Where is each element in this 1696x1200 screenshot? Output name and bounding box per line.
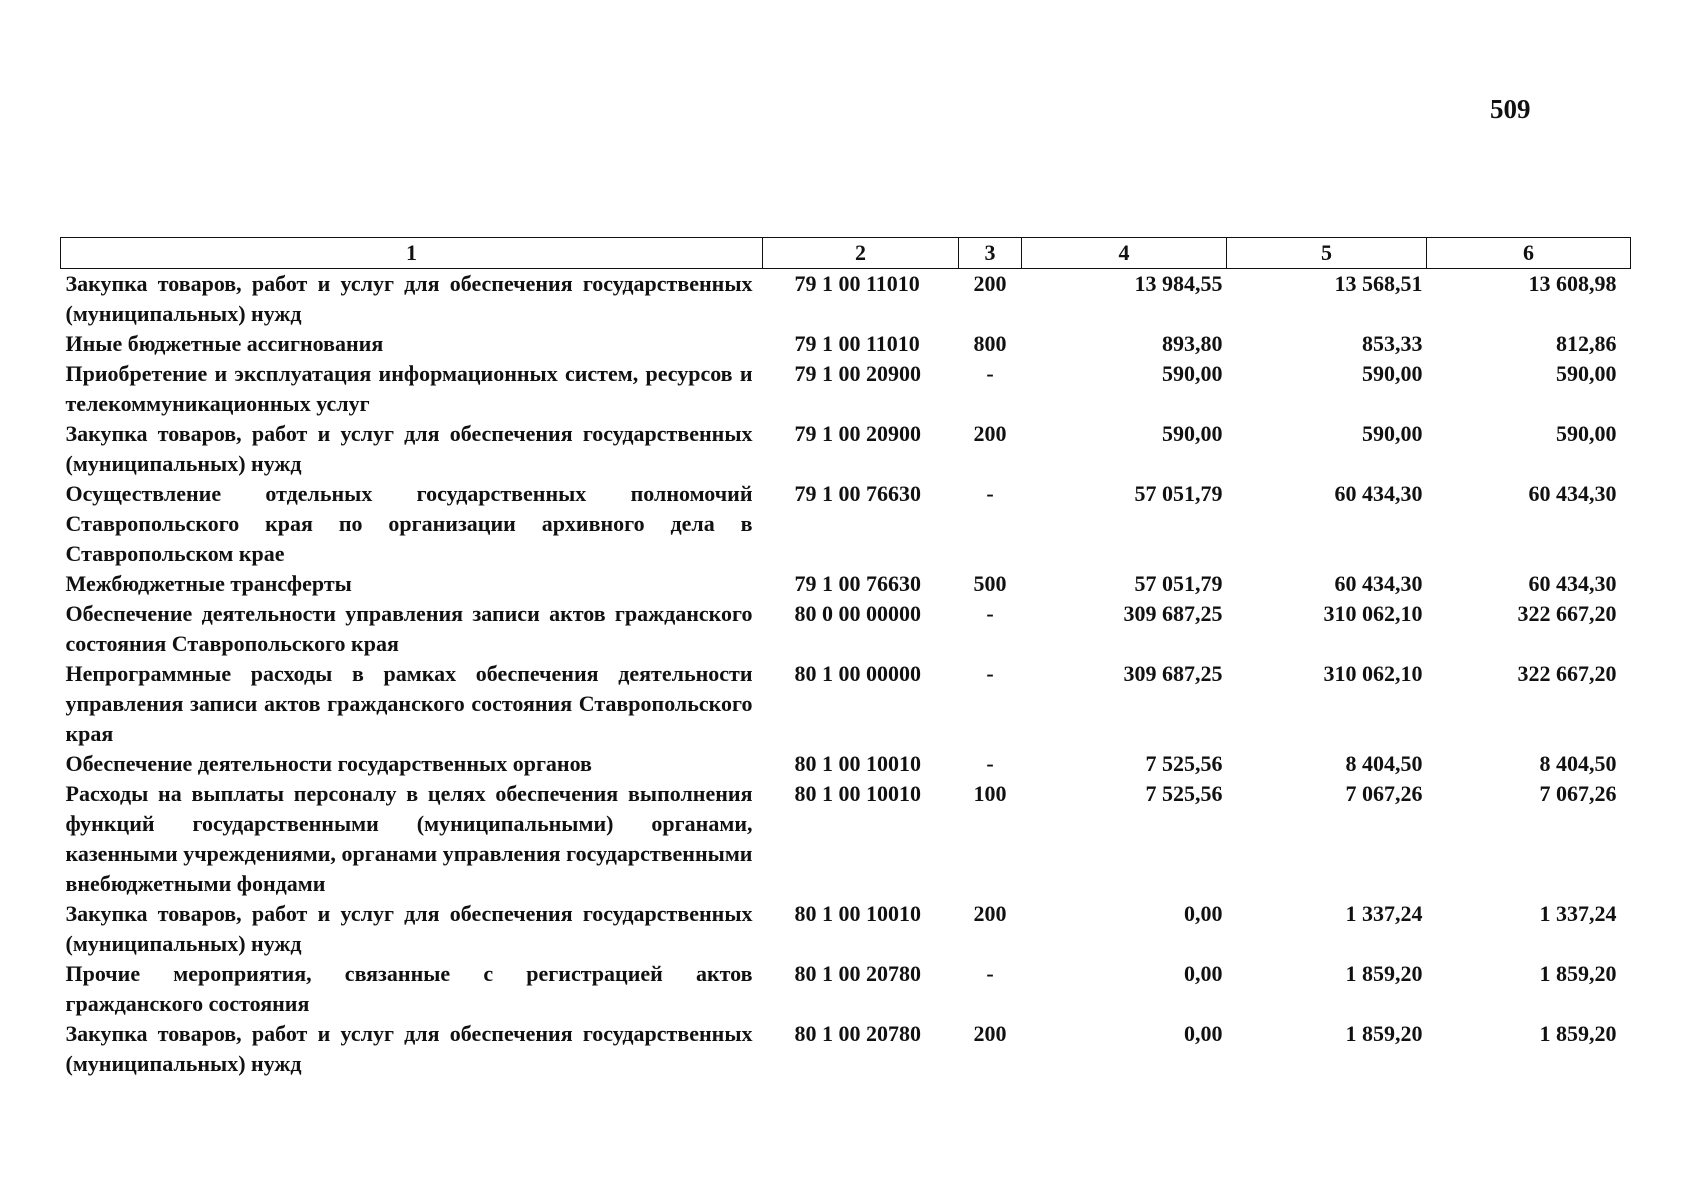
row-name: Иные бюджетные ассигнования <box>65 331 384 356</box>
row-name: Обеспечение деятельности управления записи актов гражданского состояния Ставропольского края <box>65 601 753 656</box>
row-value-col6: 322 667,20 <box>1517 601 1617 626</box>
row-expense-type: 200 <box>973 271 1007 296</box>
row-value-col4: 0,00 <box>1184 901 1223 926</box>
row-value-col4: 893,80 <box>1162 331 1223 356</box>
table-row <box>61 659 1631 749</box>
row-code: 79 1 00 20900 <box>794 421 921 446</box>
table-row <box>61 419 1631 479</box>
row-value-col6: 8 404,50 <box>1539 751 1617 776</box>
row-expense-type: 500 <box>973 571 1007 596</box>
row-value-col6: 7 067,26 <box>1539 781 1617 806</box>
row-code: 79 1 00 76630 <box>794 481 921 506</box>
row-name: Осуществление отдельных государственных полномочий Ставропольского края по организации архивного дела в Ставропольском крае <box>65 481 753 566</box>
row-expense-type: 200 <box>973 901 1007 926</box>
row-value-col4: 7 525,56 <box>1145 751 1223 776</box>
row-name: Расходы на выплаты персоналу в целях обеспечения выполнения функций государственными (муниципальными) органами, казенными учреждениями, органами управления государственными внебюджетными фондами <box>65 781 753 896</box>
row-value-col6: 13 608,98 <box>1528 271 1617 296</box>
row-name: Закупка товаров, работ и услуг для обеспечения государственных (муниципальных) нужд <box>65 421 753 476</box>
row-value-col5: 590,00 <box>1362 361 1423 386</box>
row-name: Закупка товаров, работ и услуг для обеспечения государственных (муниципальных) нужд <box>65 271 753 326</box>
row-value-col5: 590,00 <box>1362 421 1423 446</box>
table-row <box>61 779 1631 899</box>
row-value-col6: 60 434,30 <box>1528 481 1617 506</box>
row-value-col6: 590,00 <box>1556 361 1617 386</box>
row-code: 80 1 00 10010 <box>794 751 921 776</box>
row-value-col5: 13 568,51 <box>1334 271 1423 296</box>
row-value-col4: 309 687,25 <box>1123 661 1223 686</box>
row-name: Непрограммные расходы в рамках обеспечения деятельности управления записи актов гражданского состояния Ставропольского края <box>65 661 753 746</box>
row-value-col4: 590,00 <box>1162 361 1223 386</box>
column-header-5: 5 <box>1227 238 1427 269</box>
row-name: Приобретение и эксплуатация информационных систем, ресурсов и телекоммуникационных услуг <box>65 361 753 416</box>
row-name: Закупка товаров, работ и услуг для обеспечения государственных (муниципальных) нужд <box>65 901 753 956</box>
table-row <box>61 569 1631 599</box>
row-value-col4: 0,00 <box>1184 1021 1223 1046</box>
row-value-col5: 7 067,26 <box>1345 781 1423 806</box>
column-header-2: 2 <box>763 238 959 269</box>
row-code: 80 1 00 20780 <box>794 961 921 986</box>
row-value-col6: 1 859,20 <box>1539 1021 1617 1046</box>
table-row <box>61 359 1631 419</box>
table-row <box>61 329 1631 359</box>
row-expense-type: - <box>986 361 994 386</box>
row-expense-type: 100 <box>973 781 1007 806</box>
row-code: 80 1 00 00000 <box>794 661 921 686</box>
table-row <box>61 899 1631 959</box>
table-row <box>61 479 1631 569</box>
row-expense-type: - <box>986 751 994 776</box>
row-expense-type: - <box>986 961 994 986</box>
row-code: 80 0 00 00000 <box>794 601 921 626</box>
row-value-col6: 322 667,20 <box>1517 661 1617 686</box>
column-header-6: 6 <box>1427 238 1631 269</box>
header-row <box>61 238 1631 269</box>
budget-table <box>60 237 1631 1079</box>
row-value-col6: 60 434,30 <box>1528 571 1617 596</box>
table-body <box>61 269 1631 1080</box>
row-expense-type: - <box>986 601 994 626</box>
table-header <box>61 238 1631 269</box>
row-name: Обеспечение деятельности государственных органов <box>65 751 592 776</box>
row-code: 80 1 00 10010 <box>794 781 921 806</box>
table-row <box>61 599 1631 659</box>
row-code: 80 1 00 20780 <box>794 1021 921 1046</box>
row-value-col5: 8 404,50 <box>1345 751 1423 776</box>
row-value-col5: 1 337,24 <box>1345 901 1423 926</box>
row-value-col6: 590,00 <box>1556 421 1617 446</box>
row-name: Прочие мероприятия, связанные с регистрацией актов гражданского состояния <box>65 961 753 1016</box>
row-value-col4: 0,00 <box>1184 961 1223 986</box>
row-name: Закупка товаров, работ и услуг для обеспечения государственных (муниципальных) нужд <box>65 1021 753 1076</box>
row-value-col6: 1 859,20 <box>1539 961 1617 986</box>
column-header-1: 1 <box>61 238 763 269</box>
row-value-col4: 57 051,79 <box>1134 571 1223 596</box>
row-expense-type: 200 <box>973 1021 1007 1046</box>
row-value-col5: 1 859,20 <box>1345 1021 1423 1046</box>
row-value-col4: 309 687,25 <box>1123 601 1223 626</box>
table-row <box>61 269 1631 330</box>
row-code: 79 1 00 76630 <box>794 571 921 596</box>
row-value-col4: 57 051,79 <box>1134 481 1223 506</box>
column-header-3: 3 <box>959 238 1022 269</box>
row-value-col5: 60 434,30 <box>1334 481 1423 506</box>
row-code: 79 1 00 11010 <box>794 271 920 296</box>
row-code: 80 1 00 10010 <box>794 901 921 926</box>
row-value-col5: 853,33 <box>1362 331 1423 356</box>
row-value-col4: 7 525,56 <box>1145 781 1223 806</box>
table-row <box>61 749 1631 779</box>
row-value-col5: 310 062,10 <box>1323 661 1423 686</box>
row-name: Межбюджетные трансферты <box>65 571 352 596</box>
page-number: 509 <box>1490 94 1531 124</box>
column-header-4: 4 <box>1022 238 1227 269</box>
row-expense-type: 200 <box>973 421 1007 446</box>
row-value-col5: 1 859,20 <box>1345 961 1423 986</box>
row-value-col6: 1 337,24 <box>1539 901 1617 926</box>
row-value-col5: 310 062,10 <box>1323 601 1423 626</box>
row-code: 79 1 00 11010 <box>794 331 920 356</box>
row-expense-type: - <box>986 481 994 506</box>
table-row <box>61 1019 1631 1079</box>
row-value-col5: 60 434,30 <box>1334 571 1423 596</box>
row-value-col6: 812,86 <box>1556 331 1617 356</box>
row-expense-type: - <box>986 661 994 686</box>
row-value-col4: 13 984,55 <box>1134 271 1223 296</box>
table-row <box>61 959 1631 1019</box>
row-code: 79 1 00 20900 <box>794 361 921 386</box>
row-value-col4: 590,00 <box>1162 421 1223 446</box>
row-expense-type: 800 <box>973 331 1007 356</box>
